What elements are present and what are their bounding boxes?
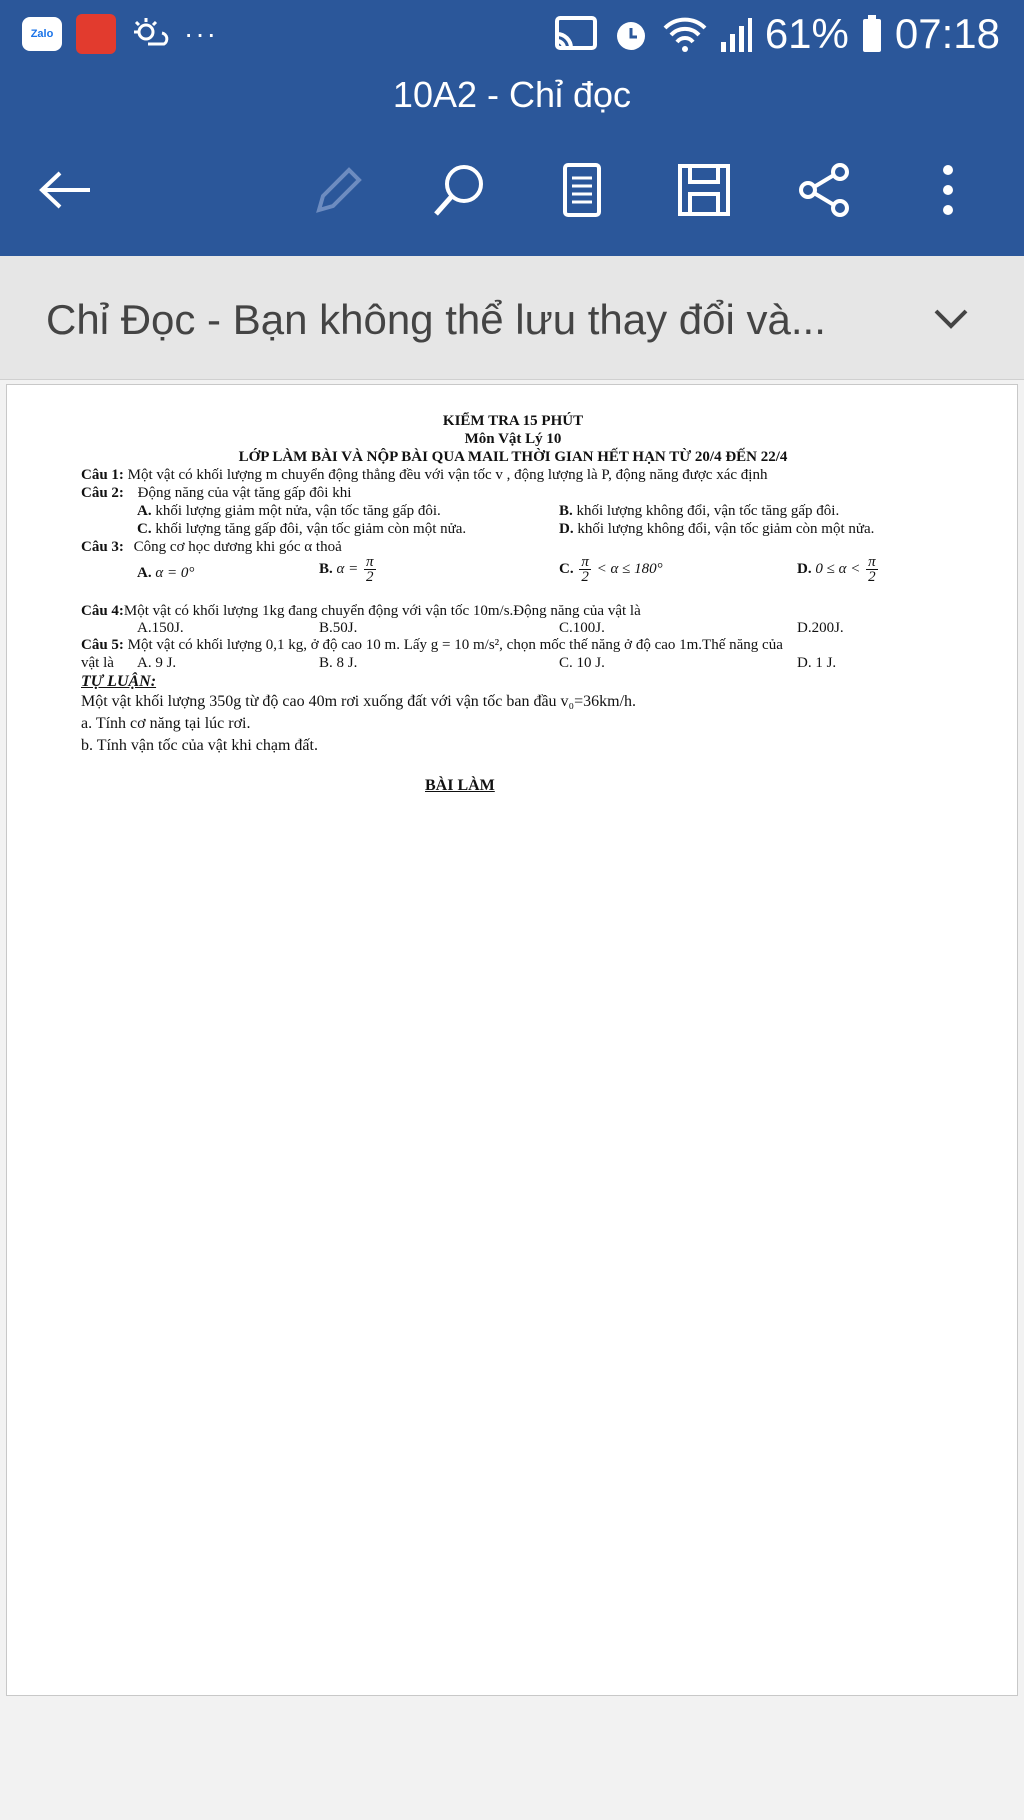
question-label: Câu 3: xyxy=(81,539,124,555)
battery-icon xyxy=(861,14,883,54)
answer-option xyxy=(137,503,441,520)
share-button[interactable] xyxy=(784,150,864,230)
answer-option xyxy=(797,555,880,584)
fraction-numerator: π xyxy=(581,554,589,570)
back-button[interactable] xyxy=(26,150,106,230)
answer-option: C. 10 J. xyxy=(559,655,605,671)
back-icon xyxy=(38,170,94,210)
question-label: Câu 5: xyxy=(81,637,124,653)
option-text: khối lượng giảm một nửa, vận tốc tăng gấp đôi. xyxy=(155,503,441,519)
question-text: Một vật có khối lượng 1kg đang chuyển động với vận tốc 10m/s.Động năng của vật là xyxy=(123,603,641,619)
option-label: A. xyxy=(137,503,152,519)
more-options-icon xyxy=(938,162,958,218)
read-only-message: Chỉ Đọc - Bạn không thể lưu thay đổi và... xyxy=(46,296,826,343)
doc-subject: Môn Vật Lý 10 xyxy=(464,431,562,447)
system-status xyxy=(553,10,1000,58)
chevron-down-icon xyxy=(933,308,969,330)
status-bar xyxy=(0,0,1024,70)
signal-icon xyxy=(719,14,753,54)
answer-option xyxy=(559,555,663,584)
option-label: C. xyxy=(559,560,574,577)
weather-icon xyxy=(130,14,170,54)
option-formula: α = 0° xyxy=(155,565,195,581)
toolbar xyxy=(0,150,1024,230)
reading-view-button[interactable] xyxy=(542,150,622,230)
wifi-icon xyxy=(663,14,707,54)
option-label: B. xyxy=(319,560,333,577)
read-only-banner[interactable] xyxy=(0,256,1024,380)
answer-option: B.50J. xyxy=(319,620,358,636)
search-icon xyxy=(432,162,488,218)
search-button[interactable] xyxy=(420,150,500,230)
fraction xyxy=(364,555,376,584)
option-label: C. xyxy=(137,521,152,537)
question-label: Câu 4: xyxy=(81,603,124,619)
document-page[interactable] xyxy=(6,384,1018,1696)
option-text: khối lượng tăng gấp đôi, vận tốc giảm còn một nửa. xyxy=(155,521,467,537)
essay-problem: Một vật khối lượng 350g từ độ cao 40m rơi xuống đất với vận tốc ban đầu v₀=36km/h. xyxy=(81,693,637,710)
answer-option: A.150J. xyxy=(137,620,184,636)
doc-instructions: LỚP LÀM BÀI VÀ NỘP BÀI QUA MAIL THỜI GIAN HẾT HẠN TỪ 20/4 ĐẾN 22/4 xyxy=(238,449,788,465)
answer-option xyxy=(559,503,839,520)
option-text: khối lượng không đổi, vận tốc tăng gấp đôi. xyxy=(576,503,840,519)
answer-option xyxy=(137,565,194,582)
save-icon xyxy=(677,163,731,217)
battery-percent: 61% xyxy=(764,10,849,57)
fraction-denominator: 2 xyxy=(366,569,374,585)
fraction-numerator: π xyxy=(868,554,876,570)
save-button[interactable] xyxy=(664,150,744,230)
question-3 xyxy=(81,539,342,556)
fraction-denominator: 2 xyxy=(868,569,876,585)
question-1 xyxy=(81,467,767,484)
essay-part-a: a. Tính cơ năng tại lúc rơi. xyxy=(81,715,251,732)
document-title: 10A2 - Chỉ đọc xyxy=(392,74,632,115)
question-text: Một vật có khối lượng m chuyển động thẳng đều với vận tốc v , động lượng là P, động năng được xác định xyxy=(127,467,768,483)
answer-option xyxy=(137,521,466,538)
question-text-cont: vật là xyxy=(81,655,114,671)
answer-option: C.100J. xyxy=(559,620,605,636)
zalo-app-icon: Zalo xyxy=(22,17,62,51)
option-formula: < α ≤ 180° xyxy=(596,560,663,577)
question-text: Động năng của vật tăng gấp đôi khi xyxy=(137,485,352,501)
answer-option: A. 9 J. xyxy=(137,655,177,671)
more-options-button[interactable] xyxy=(908,150,988,230)
fraction-denominator: 2 xyxy=(581,569,589,585)
option-label: B. xyxy=(559,503,573,519)
fraction xyxy=(866,555,878,584)
answer-option: B. 8 J. xyxy=(319,655,358,671)
answer-option xyxy=(559,521,874,538)
edit-icon xyxy=(309,162,363,218)
question-4 xyxy=(81,603,641,620)
reading-view-icon xyxy=(562,162,602,218)
answer-option xyxy=(319,555,378,584)
more-notifications-icon: ··· xyxy=(184,18,218,49)
answer-option: D.200J. xyxy=(797,620,844,636)
doc-title: KIỂM TRA 15 PHÚT xyxy=(442,413,584,429)
essay-heading: TỰ LUẬN: xyxy=(81,673,157,690)
alarm-icon xyxy=(611,14,651,54)
edit-button[interactable] xyxy=(296,150,376,230)
question-text: Một vật có khối lượng 0,1 kg, ở độ cao 10 m. Lấy g = 10 m/s², chọn mốc thế năng ở độ cao 1m.Thế năng của xyxy=(127,637,783,653)
option-label: D. xyxy=(797,560,812,577)
clock: 07:18 xyxy=(894,10,1000,57)
fraction xyxy=(579,555,591,584)
notification-icons xyxy=(22,14,218,54)
share-icon xyxy=(796,162,852,218)
cast-icon xyxy=(553,14,599,54)
option-label: A. xyxy=(137,565,152,581)
document-content xyxy=(7,385,1019,1697)
question-label: Câu 2: xyxy=(81,485,124,501)
news-app-icon xyxy=(76,14,116,54)
option-formula: α = xyxy=(336,560,359,577)
question-label: Câu 1: xyxy=(81,467,124,483)
app-bar xyxy=(0,0,1024,256)
expand-banner-button[interactable] xyxy=(926,294,976,344)
question-text: Công cơ học dương khi góc α thoả xyxy=(133,539,342,555)
option-label: D. xyxy=(559,521,574,537)
fraction-numerator: π xyxy=(366,554,374,570)
option-text: khối lượng không đổi, vận tốc giảm còn một nửa. xyxy=(577,521,875,537)
answer-option: D. 1 J. xyxy=(797,655,837,671)
question-2 xyxy=(81,485,351,502)
option-formula: 0 ≤ α < xyxy=(815,560,861,577)
essay-part-b: b. Tính vận tốc của vật khi chạm đất. xyxy=(81,737,318,754)
question-5 xyxy=(81,637,783,654)
answer-heading: BÀI LÀM xyxy=(425,777,495,794)
